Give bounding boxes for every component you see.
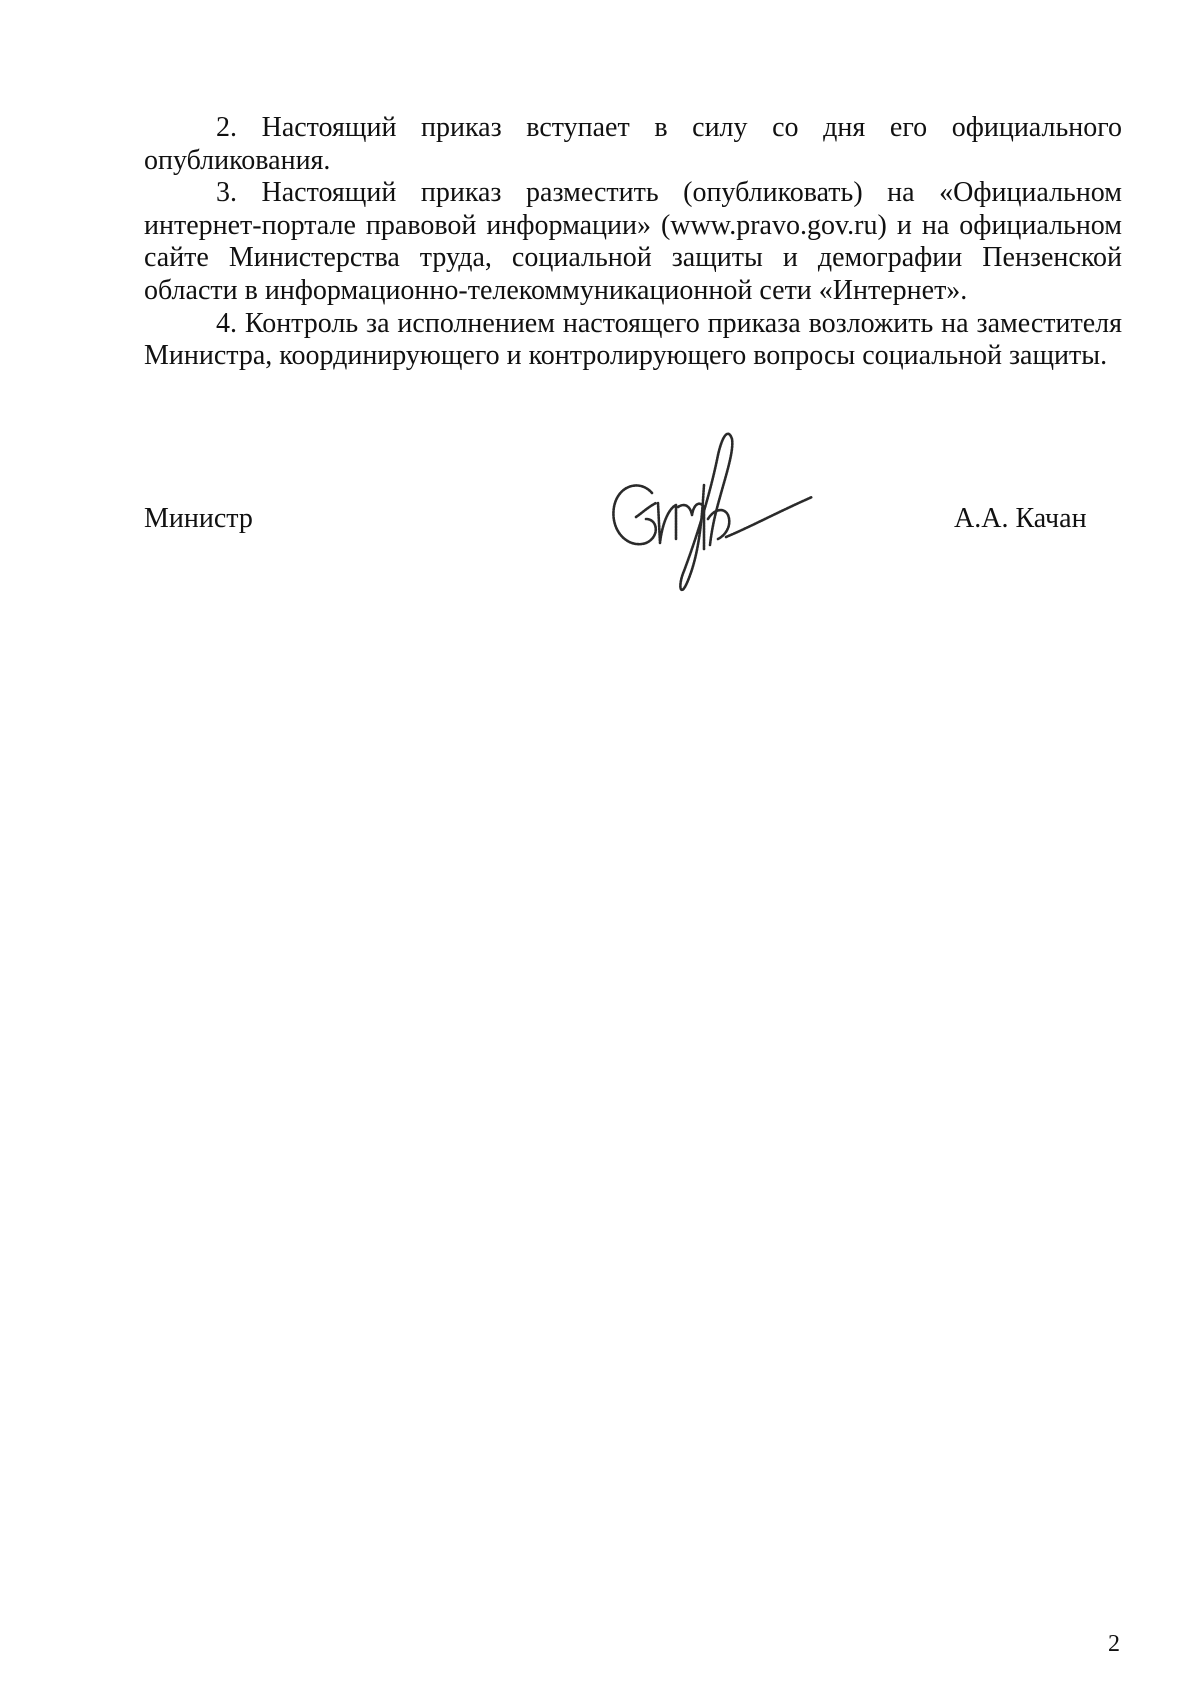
order-body bbox=[144, 112, 1122, 373]
paragraph-4: 4. Контроль за исполнением настоящего приказа возложить на заместителя Министра, координирующего и контролирующего вопросы социальной защиты. bbox=[144, 307, 1122, 372]
paragraph-2: 2. Настоящий приказ вступает в силу со дня его официального опубликования. bbox=[144, 112, 1122, 176]
page-number: 2 bbox=[1108, 1631, 1120, 1657]
handwritten-signature bbox=[600, 415, 830, 635]
signatory-title: Министр bbox=[144, 503, 253, 534]
paragraph-3: 3. Настоящий приказ разместить (опубликовать) на «Официальном интернет-портале правовой информации» (www.pravo.gov.ru) и на официальном сайте Министерства труда, социальной защиты и демографии Пензенской области в информационно-телекоммуникационной сети «Интернет». bbox=[144, 177, 1122, 306]
signatory-name: А.А. Качан bbox=[954, 503, 1087, 534]
